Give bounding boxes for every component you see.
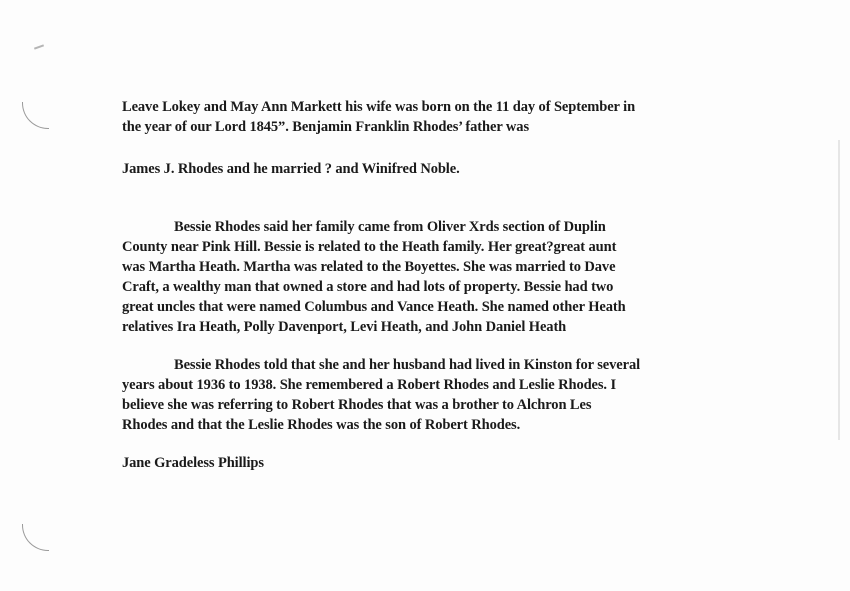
scan-speck: [34, 44, 44, 49]
text-line: Bessie Rhodes told that she and her husband had lived in Kinston for several: [174, 357, 641, 373]
text-line: the year of our Lord 1845”. Benjamin Franklin Rhodes’ father was: [122, 119, 529, 135]
signature: [122, 453, 722, 473]
text-line: County near Pink Hill. Bessie is related to the Heath family. Her great?great aunt: [122, 239, 617, 255]
punch-hole-mark: [22, 524, 49, 551]
text-line: Leave Lokey and May Ann Markett his wife was born on the 11 day of September in: [122, 99, 636, 115]
punch-hole-mark: [22, 102, 49, 129]
text-line: believe she was referring to Robert Rhodes that was a brother to Alchron Les: [122, 397, 592, 413]
text-line: was Martha Heath. Martha was related to the Boyettes. She was married to Dave: [122, 259, 616, 275]
signature-text: Jane Gradeless Phillips: [122, 455, 264, 471]
text-line: years about 1936 to 1938. She remembered a Robert Rhodes and Leslie Rhodes. I: [122, 377, 617, 393]
text-line: Rhodes and that the Leslie Rhodes was the son of Robert Rhodes.: [122, 417, 521, 433]
text-line: relatives Ira Heath, Polly Davenport, Levi Heath, and John Daniel Heath: [122, 319, 567, 335]
paragraph-1: [122, 97, 722, 137]
text-line: Craft, a wealthy man that owned a store and had lots of property. Bessie had two: [122, 279, 614, 295]
paragraph-4: [122, 355, 722, 435]
scan-edge: [838, 140, 840, 440]
paragraph-3: [122, 217, 722, 337]
text-line: great uncles that were named Columbus and Vance Heath. She named other Heath: [122, 299, 626, 315]
text-line: James J. Rhodes and he married ? and Winifred Noble.: [122, 161, 460, 177]
paragraph-2: [122, 159, 722, 179]
text-line: Bessie Rhodes said her family came from Oliver Xrds section of Duplin: [174, 219, 606, 235]
